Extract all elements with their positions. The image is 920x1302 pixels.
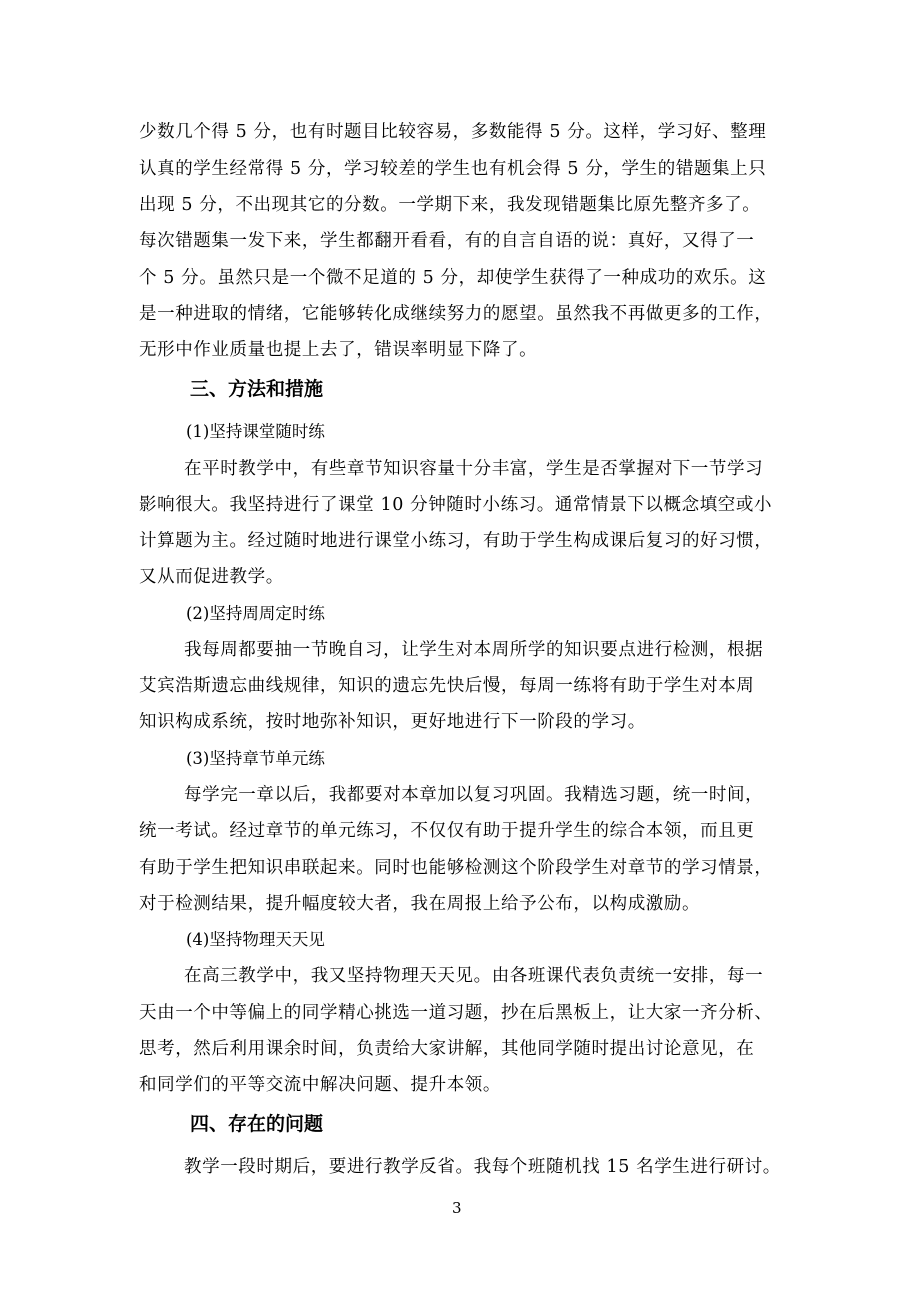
body-text-line: 艾宾浩斯遗忘曲线规律，知识的遗忘先快后慢，每周一练将有助于学生对本周 (139, 676, 755, 696)
body-text-line: 在平时教学中，有些章节知识容量十分丰富，学生是否掌握对下一节学习 (184, 459, 764, 479)
body-text-line: 每学完一章以后，我都要对本章加以复习巩固。我精选习题，统一时间， (184, 785, 764, 805)
body-text-line: 每次错题集一发下来，学生都翻开看看，有的自言自语的说：真好，又得了一 (139, 231, 755, 251)
body-text-line: 对于检测结果，提升幅度较大者，我在周报上给予公布，以构成激励。 (139, 894, 701, 914)
body-text-line: 知识构成系统，按时地弥补知识，更好地进行下一阶段的学习。 (139, 712, 646, 732)
body-text-line: 有助于学生把知识串联起来。同时也能够检测这个阶段学生对章节的学习情景， (139, 858, 773, 878)
body-text-line: 个 5 分。虽然只是一个微不足道的 5 分，却使学生获得了一种成功的欢乐。这 (139, 268, 767, 288)
body-text-line: 无形中作业质量也提上去了，错误率明显下降了。 (139, 340, 538, 360)
body-text-line: 少数几个得 5 分，也有时题目比较容易，多数能得 5 分。这样，学习好、整理 (139, 122, 767, 142)
body-text-line: 统一考试。经过章节的单元练习，不仅仅有助于提升学生的综合本领，而且更 (139, 821, 755, 841)
body-text-line: 是一种进取的情绪，它能够转化成继续努力的愿望。虽然我不再做更多的工作， (139, 304, 773, 324)
page-number: 3 (452, 1199, 462, 1217)
body-text-line: 计算题为主。经过随时地进行课堂小练习，有助于学生构成课后复习的好习惯， (139, 531, 773, 551)
section-heading: 四、存在的问题 (190, 1113, 324, 1135)
body-text-line: 影响很大。我坚持进行了课堂 10 分钟随时小练习。通常情景下以概念填空或小 (139, 495, 773, 515)
body-text-line: 思考，然后利用课余时间，负责给大家讲解，其他同学随时提出讨论意见，在 (139, 1039, 755, 1059)
body-text-line: 在高三教学中，我又坚持物理天天见。由各班课代表负责统一安排，每一 (184, 966, 764, 986)
body-text-line: 认真的学生经常得 5 分，学习较差的学生也有机会得 5 分，学生的错题集上只 (139, 159, 767, 179)
section-heading: 三、方法和措施 (190, 378, 324, 400)
body-text-line: 又从而促进教学。 (139, 567, 284, 587)
body-text-line: 和同学们的平等交流中解决问题、提升本领。 (139, 1075, 501, 1095)
body-text-line: 教学一段时期后，要进行教学反省。我每个班随机找 15 名学生进行研讨。 (184, 1157, 781, 1177)
body-text-line: 天由一个中等偏上的同学精心挑选一道习题，抄在后黑板上，让大家一齐分析、 (139, 1003, 773, 1023)
subsection-title: (1)坚持课堂随时练 (186, 422, 325, 441)
subsection-title: (3)坚持章节单元练 (186, 749, 325, 768)
subsection-title: (4)坚持物理天天见 (186, 930, 325, 949)
subsection-title: (2)坚持周周定时练 (186, 604, 325, 623)
body-text-line: 我每周都要抽一节晚自习，让学生对本周所学的知识要点进行检测，根据 (184, 640, 764, 660)
body-text-line: 出现 5 分，不出现其它的分数。一学期下来，我发现错题集比原先整齐多了。 (139, 195, 761, 215)
